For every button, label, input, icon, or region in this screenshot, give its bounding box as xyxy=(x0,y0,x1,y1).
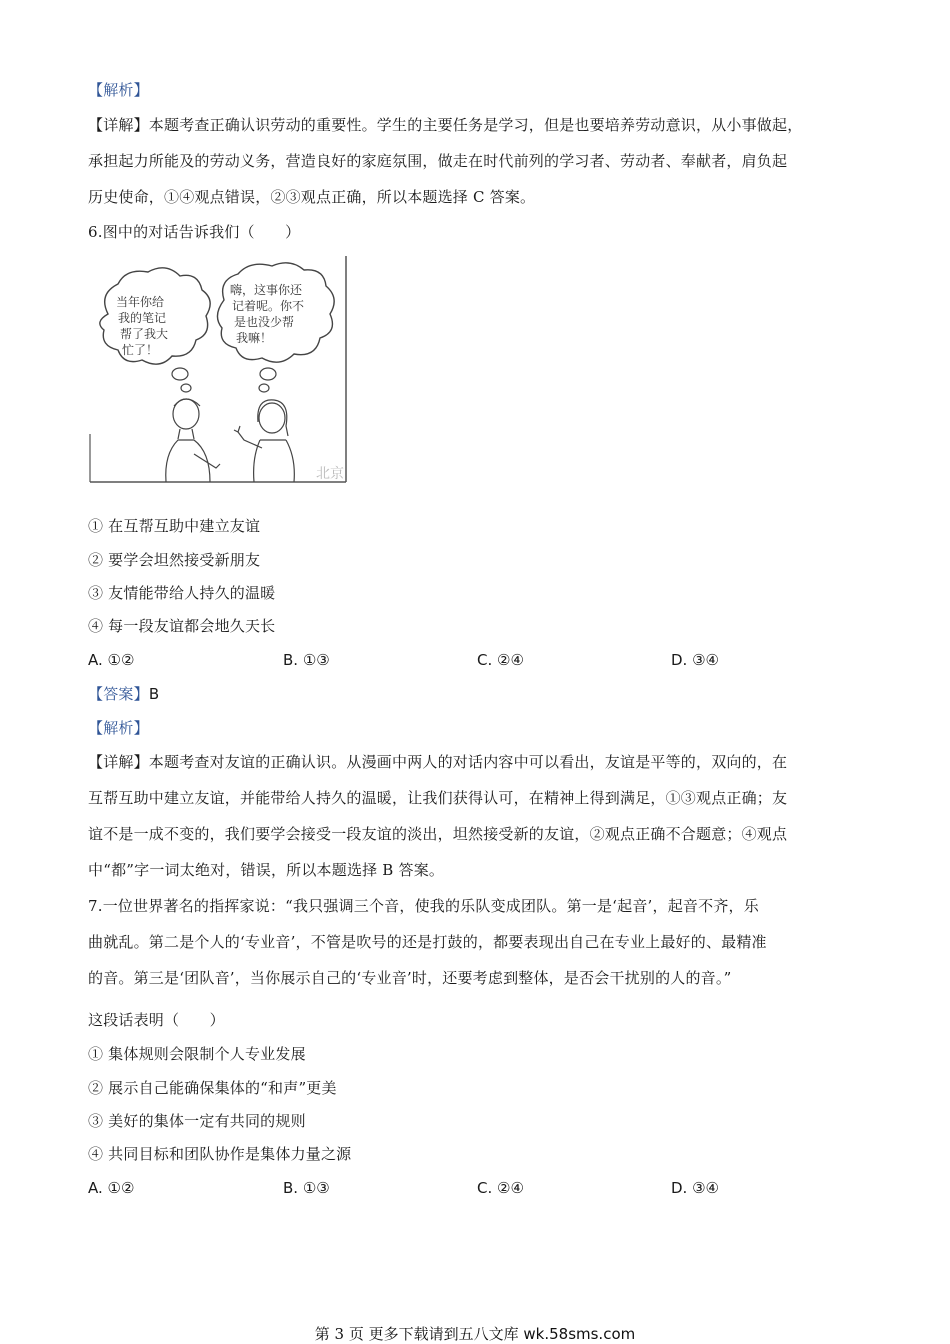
comic-left-text-1: 当年你给 xyxy=(116,295,165,309)
q6-answer-label: 【答案】 xyxy=(88,685,149,703)
q6-option-d: D. ③④ xyxy=(671,651,719,669)
q6-detail-line-1: 【详解】本题考查对友谊的正确认识。从漫画中两人的对话内容中可以看出，友谊是平等的，双向的，在 xyxy=(88,753,788,771)
q6-item-4: ④ 每一段友谊都会地久天长 xyxy=(88,617,276,635)
q7-item-1: ① 集体规则会限制个人专业发展 xyxy=(88,1045,306,1063)
q7-option-b: B. ①③ xyxy=(283,1179,330,1197)
q6-option-c: C. ②④ xyxy=(477,651,524,669)
q6-comic-image xyxy=(88,254,350,488)
q7-stem-line-1: 7.一位世界著名的指挥家说：“我只强调三个音，使我的乐队变成团队。第一是‘起音’，起音不齐，乐 xyxy=(88,897,759,915)
q5-detail-line-2: 承担起力所能及的劳动义务，营造良好的家庭氛围，做走在时代前列的学习者、劳动者、奉献者，肩负起 xyxy=(88,152,788,170)
comic-left-text-2: 我的笔记 xyxy=(118,311,167,325)
q7-item-4: ④ 共同目标和团队协作是集体力量之源 xyxy=(88,1145,352,1163)
q6-analysis-label: 【解析】 xyxy=(88,719,149,737)
comic-corner-mark: 北京 xyxy=(316,466,344,482)
page-number: 第 3 页 xyxy=(314,1325,364,1343)
comic-right-text-1: 嗨，这事你还 xyxy=(230,283,303,297)
q7-option-d: D. ③④ xyxy=(671,1179,719,1197)
q5-analysis-label: 【解析】 xyxy=(88,81,149,99)
q5-detail-line-3: 历史使命，①④观点错误，②③观点正确，所以本题选择 C 答案。 xyxy=(88,188,536,206)
q6-detail-line-3: 谊不是一成不变的，我们要学会接受一段友谊的淡出，坦然接受新的友谊，②观点正确不合题意；④观点 xyxy=(88,825,788,843)
q6-item-3: ③ 友情能带给人持久的温暖 xyxy=(88,584,276,602)
comic-right-text-2: 记着呢。你不 xyxy=(232,299,305,313)
q7-stem-line-2: 曲就乱。第二是个人的‘专业音’，不管是吹号的还是打鼓的，都要表现出自己在专业上最好的、最精准 xyxy=(88,933,767,951)
q7-item-2: ② 展示自己能确保集体的“和声”更美 xyxy=(88,1079,337,1097)
q7-stem-line-4: 这段话表明（ ） xyxy=(88,1011,225,1029)
page-footer xyxy=(0,1324,950,1344)
q6-detail-line-4: 中“都”字一词太绝对，错误，所以本题选择 B 答案。 xyxy=(88,861,445,879)
q6-option-a: A. ①② xyxy=(88,651,135,669)
q7-item-3: ③ 美好的集体一定有共同的规则 xyxy=(88,1112,306,1130)
comic-left-text-4: 忙了！ xyxy=(122,343,159,357)
q6-answer-value: B xyxy=(148,685,160,703)
q6-detail-line-2: 互帮互助中建立友谊，并能带给人持久的温暖，让我们获得认可，在精神上得到满足，①③观点正确；友 xyxy=(88,789,788,807)
q6-stem: 6.图中的对话告诉我们（ ） xyxy=(88,223,301,241)
q5-detail-line-1: 【详解】本题考查正确认识劳动的重要性。学生的主要任务是学习，但是也要培养劳动意识，从小事做起， xyxy=(88,116,803,134)
q6-item-2: ② 要学会坦然接受新朋友 xyxy=(88,551,261,569)
footer-promo-link[interactable]: 更多下载请到五八文库 wk.58sms.com xyxy=(363,1325,636,1343)
q7-option-c: C. ②④ xyxy=(477,1179,524,1197)
q6-answer xyxy=(88,684,159,704)
q6-item-1: ① 在互帮互助中建立友谊 xyxy=(88,517,261,535)
comic-left-text-3: 帮了我大 xyxy=(120,327,169,341)
q7-stem-line-3: 的音。第三是‘团队音’，当你展示自己的‘专业音’时，还要考虑到整体，是否会干扰别的人的音。” xyxy=(88,969,732,987)
comic-right-text-4: 我嘛！ xyxy=(236,331,273,345)
q7-option-a: A. ①② xyxy=(88,1179,135,1197)
comic-right-text-3: 是也没少帮 xyxy=(234,315,295,329)
q6-option-b: B. ①③ xyxy=(283,651,330,669)
